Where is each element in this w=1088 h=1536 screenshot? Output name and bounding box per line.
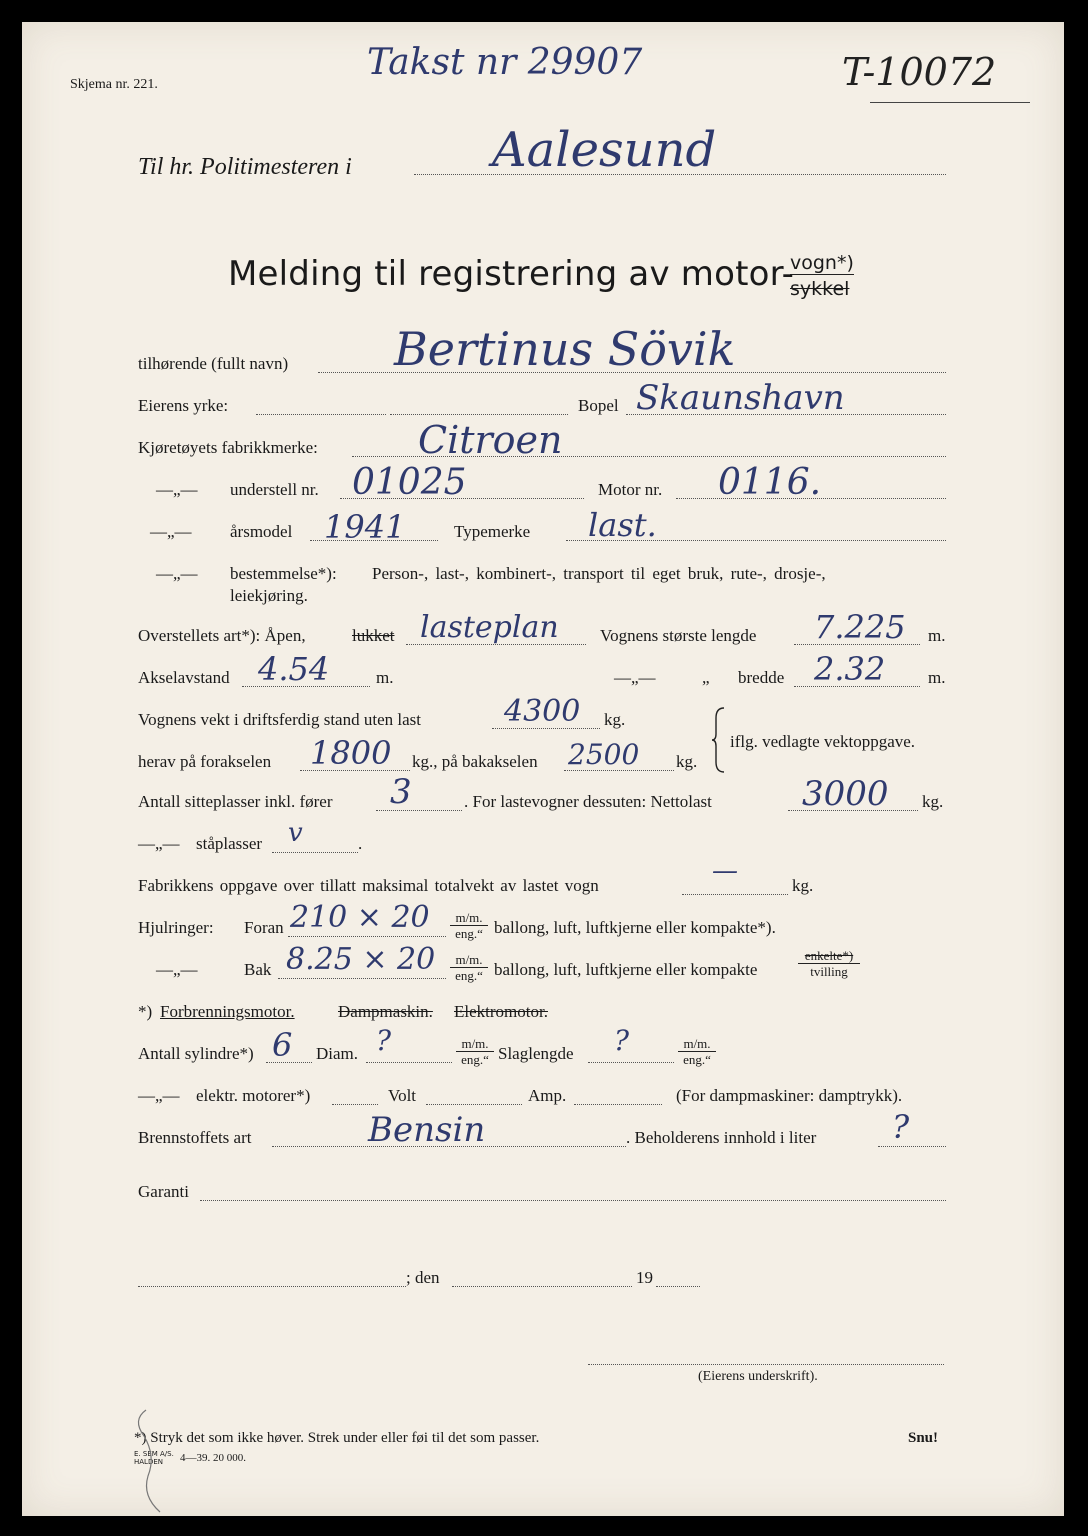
cylinders-line xyxy=(266,1062,312,1063)
rear-axle-label: kg., på bakakselen xyxy=(412,752,538,771)
steam-engine-option: Dampmaskin. xyxy=(338,1002,433,1021)
ditto-mark: —„— xyxy=(156,960,198,979)
ditto-mark: —„— xyxy=(138,834,180,853)
electric-motors-label: elektr. motorer*) xyxy=(196,1086,311,1105)
unit-mm: m/m. xyxy=(678,1036,716,1052)
single-option: enkelte*) xyxy=(798,948,860,964)
year-handwritten: 1941 xyxy=(324,508,406,546)
date-label: ; den xyxy=(406,1268,440,1287)
form-title: Melding til registrering av motor- xyxy=(228,254,795,294)
purpose-options-cont: leiekjøring. xyxy=(230,586,308,605)
max-weight-handwritten: — xyxy=(712,856,738,886)
residence-label: Bopel xyxy=(578,396,619,415)
weight-label: Vognens vekt i driftsferdig stand uten last xyxy=(138,710,421,729)
weight-line xyxy=(492,728,600,729)
wheels-rear-handwritten: 8.25 × 20 xyxy=(286,942,436,977)
length-line xyxy=(794,644,920,645)
fuel-line xyxy=(272,1146,626,1147)
occupation-line-2 xyxy=(390,414,568,415)
body-type-line xyxy=(406,644,586,645)
max-weight-line xyxy=(682,894,788,895)
ditto-mark: —„— xyxy=(614,668,656,687)
motor-label: Motor nr. xyxy=(598,480,663,499)
amp-line xyxy=(574,1104,662,1105)
weight-handwritten: 4300 xyxy=(504,694,581,729)
unit-eng: eng.“ xyxy=(683,1052,711,1067)
volt-line xyxy=(426,1104,522,1105)
wheels-front-unit xyxy=(450,910,488,941)
make-line xyxy=(352,456,946,457)
axle-unit: m. xyxy=(376,668,394,687)
print-info: 4—39. 20 000. xyxy=(180,1452,246,1464)
stroke-line xyxy=(588,1062,674,1063)
diameter-handwritten: ? xyxy=(376,1024,392,1057)
wheels-front-handwritten: 210 × 20 xyxy=(290,900,430,935)
front-axle-handwritten: 1800 xyxy=(310,734,392,772)
length-handwritten: 7.225 xyxy=(814,608,906,646)
steam-pressure-note: (For dampmaskiner: damptrykk). xyxy=(676,1086,903,1105)
wheels-single-twin xyxy=(798,948,860,979)
signature-line xyxy=(588,1364,944,1365)
fuel-label: Brennstoffets art xyxy=(138,1128,252,1147)
wheels-rear-options: ballong, luft, luftkjerne eller kompakte xyxy=(494,960,758,979)
fuel-handwritten: Bensin xyxy=(368,1110,486,1150)
ditto-mark: —„— xyxy=(138,1086,180,1105)
max-weight-label: Fabrikkens oppgave over tillatt maksimal totalvekt av lastet vogn xyxy=(138,876,599,895)
body-type-label: Overstellets art*): Åpen, xyxy=(138,626,306,645)
length-label: Vognens største lengde xyxy=(600,626,757,645)
net-load-unit: kg. xyxy=(922,792,944,811)
addressee-label: Til hr. Politimesteren i xyxy=(138,154,352,180)
pencil-margin-mark xyxy=(126,1406,166,1516)
diameter-line xyxy=(366,1062,452,1063)
wheels-front-line xyxy=(288,936,446,937)
net-load-label: . For lastevogner dessuten: Nettolast xyxy=(464,792,712,811)
width-line xyxy=(794,686,920,687)
year-line xyxy=(310,540,438,541)
type-line xyxy=(566,540,946,541)
weight-unit: kg. xyxy=(604,710,626,729)
standing-period: . xyxy=(358,834,363,853)
motor-handwritten: 0116. xyxy=(718,462,822,503)
rear-axle-unit: kg. xyxy=(676,752,698,771)
printer-line-1: E. SEM A/S. xyxy=(134,1450,174,1458)
residence-handwritten: Skaunshavn xyxy=(636,378,845,418)
standing-line xyxy=(272,852,358,853)
motor-line xyxy=(676,498,946,499)
seats-handwritten: 3 xyxy=(390,772,412,812)
unit-eng: eng.“ xyxy=(455,926,483,941)
axle-line xyxy=(242,686,370,687)
ditto-mark: —„— xyxy=(156,564,198,583)
wheels-front-label: Foran xyxy=(244,918,284,937)
stroke-handwritten: ? xyxy=(614,1024,630,1057)
reference-underline xyxy=(870,102,1030,103)
width-label: bredde xyxy=(738,668,785,687)
title-option-vogn: vogn*) xyxy=(790,252,854,274)
occupation-label: Eierens yrke: xyxy=(138,396,229,415)
axle-handwritten: 4.54 xyxy=(258,650,330,688)
stroke-unit xyxy=(678,1036,716,1067)
printer-line-2: HALDEN xyxy=(134,1458,164,1466)
year-prefix: 19 xyxy=(636,1268,653,1287)
wheels-front-options: ballong, luft, luftkjerne eller kompakte*). xyxy=(494,918,776,937)
diameter-label: Diam. xyxy=(316,1044,359,1063)
ditto-mark: —„— xyxy=(156,480,198,499)
reference-number-handwritten: T-10072 xyxy=(842,50,997,94)
year-line xyxy=(656,1286,700,1287)
body-closed-option: lukket xyxy=(352,626,395,645)
electro-engine-option: Elektromotor. xyxy=(454,1002,548,1021)
twin-option: tvilling xyxy=(810,964,848,979)
weight-brace xyxy=(710,706,730,774)
takst-number-handwritten: Takst nr 29907 xyxy=(367,42,643,83)
length-unit: m. xyxy=(928,626,946,645)
addressee-line xyxy=(414,174,946,175)
residence-line xyxy=(626,414,946,415)
amp-label: Amp. xyxy=(528,1086,567,1105)
electric-motors-line xyxy=(332,1104,378,1105)
rear-axle-line xyxy=(564,770,674,771)
footnote: *) Stryk det som ikke høver. Strek under eller føi til det som passer. xyxy=(134,1430,540,1446)
diameter-unit xyxy=(456,1036,494,1067)
wheels-label: Hjulringer: xyxy=(138,918,214,937)
owner-line xyxy=(318,372,946,373)
body-type-handwritten: lasteplan xyxy=(420,610,559,645)
tank-label: . Beholderens innhold i liter xyxy=(626,1128,817,1147)
owner-name-handwritten: Bertinus Sövik xyxy=(394,322,736,376)
wheels-rear-unit xyxy=(450,952,488,983)
form-page xyxy=(22,22,1064,1516)
max-weight-unit: kg. xyxy=(792,876,814,895)
axle-label: Akselavstand xyxy=(138,668,230,687)
width-unit: m. xyxy=(928,668,946,687)
unit-mm: m/m. xyxy=(450,952,488,968)
purpose-label: bestemmelse*): xyxy=(230,564,337,583)
addressee-city-handwritten: Aalesund xyxy=(492,122,717,178)
make-label: Kjøretøyets fabrikkmerke: xyxy=(138,438,318,457)
tank-handwritten: ? xyxy=(892,1108,910,1146)
front-axle-line xyxy=(300,770,410,771)
owner-label: tilhørende (fullt navn) xyxy=(138,354,289,373)
chassis-line xyxy=(340,498,584,499)
unit-eng: eng.“ xyxy=(461,1052,489,1067)
combustion-engine-option: Forbrenningsmotor. xyxy=(160,1002,295,1021)
standing-label: ståplasser xyxy=(196,834,263,853)
chassis-label: understell nr. xyxy=(230,480,319,499)
engine-note-star: *) xyxy=(138,1002,153,1021)
seats-line xyxy=(376,810,462,811)
net-load-handwritten: 3000 xyxy=(802,774,889,814)
guarantee-line xyxy=(200,1200,946,1201)
turn-over-note: Snu! xyxy=(908,1430,939,1446)
weight-note: iflg. vedlagte vektoppgave. xyxy=(730,732,916,751)
front-axle-label: herav på forakselen xyxy=(138,752,272,771)
cylinders-label: Antall sylindre*) xyxy=(138,1044,254,1063)
ditto-comma: „ xyxy=(702,668,710,687)
unit-eng: eng.“ xyxy=(455,968,483,983)
wheels-rear-line xyxy=(278,978,446,979)
tank-line xyxy=(878,1146,946,1147)
stroke-label: Slaglengde xyxy=(498,1044,574,1063)
guarantee-label: Garanti xyxy=(138,1182,189,1201)
type-handwritten: last. xyxy=(588,506,657,544)
place-line xyxy=(138,1286,406,1287)
chassis-handwritten: 01025 xyxy=(352,462,467,503)
year-label: årsmodel xyxy=(230,522,293,541)
occupation-line-1 xyxy=(256,414,386,415)
unit-mm: m/m. xyxy=(450,910,488,926)
unit-mm: m/m. xyxy=(456,1036,494,1052)
make-handwritten: Citroen xyxy=(418,418,563,462)
net-load-line xyxy=(788,810,918,811)
seats-label: Antall sitteplasser inkl. fører xyxy=(138,792,333,811)
owner-signature-label: (Eierens underskrift). xyxy=(698,1369,818,1384)
wheels-rear-label: Bak xyxy=(244,960,272,979)
type-label: Typemerke xyxy=(454,522,531,541)
date-line xyxy=(452,1286,632,1287)
ditto-mark: —„— xyxy=(150,522,192,541)
rear-axle-handwritten: 2500 xyxy=(568,738,640,771)
purpose-options: Person-, last-, kombinert-, transport til eget bruk, rute-, drosje-, xyxy=(372,564,826,583)
title-option-sykkel: sykkel xyxy=(790,278,850,300)
standing-handwritten: v xyxy=(288,818,303,848)
width-handwritten: 2.32 xyxy=(814,650,886,688)
cylinders-handwritten: 6 xyxy=(272,1026,293,1064)
volt-label: Volt xyxy=(388,1086,417,1105)
form-number: Skjema nr. 221. xyxy=(70,77,158,92)
